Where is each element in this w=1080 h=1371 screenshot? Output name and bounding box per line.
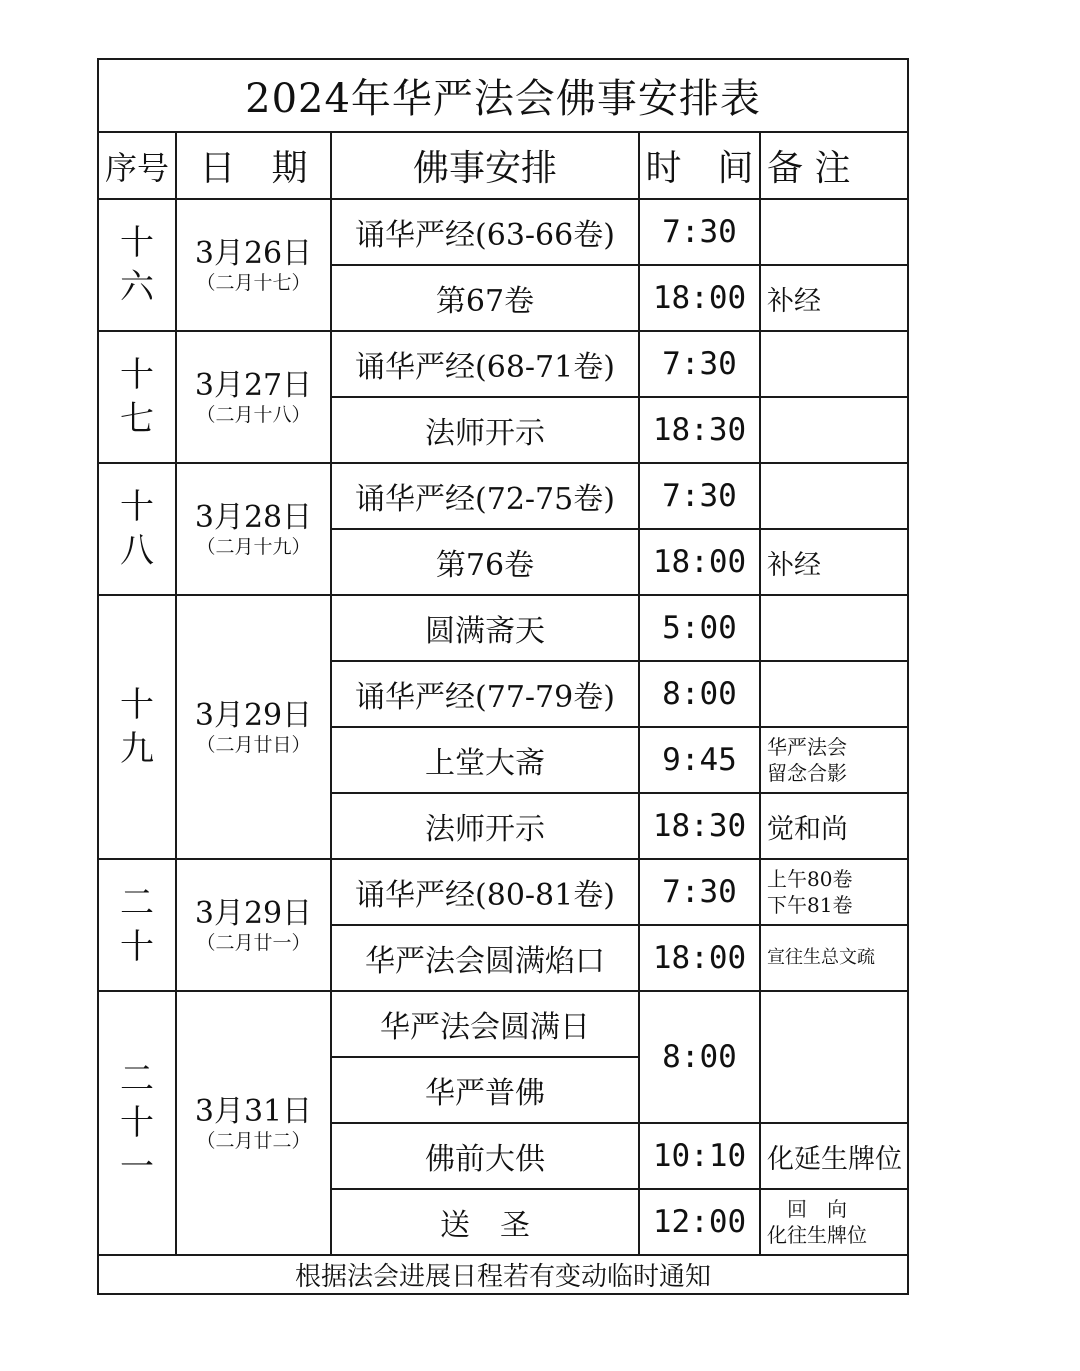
note-cell — [760, 595, 908, 661]
time-cell: 12:00 — [639, 1189, 760, 1255]
date-lunar: （二月十八） — [196, 404, 311, 426]
table-row — [98, 859, 908, 925]
seq-label: 十八 — [120, 487, 154, 571]
header-date: 日 期 — [176, 132, 331, 199]
event-cell: 圆满斋天 — [331, 595, 639, 661]
note-cell — [760, 991, 908, 1123]
time-cell: 8:00 — [639, 661, 760, 727]
seq-label: 二十 — [120, 883, 154, 967]
seq-label: 二十一 — [120, 1059, 154, 1187]
date-lunar: （二月廿二） — [196, 1130, 311, 1152]
note-cell — [760, 463, 908, 529]
time-cell: 18:30 — [639, 793, 760, 859]
date-cell — [176, 859, 331, 991]
event-cell: 法师开示 — [331, 397, 639, 463]
date-gregorian: 3月26日 — [194, 236, 313, 271]
table-title: 2024年华严法会佛事安排表 — [98, 59, 908, 132]
table-row — [98, 595, 908, 661]
date-gregorian: 3月31日 — [194, 1094, 313, 1129]
seq-label: 十九 — [120, 685, 154, 769]
date-cell — [176, 991, 331, 1255]
time-cell: 7:30 — [639, 331, 760, 397]
note-cell — [760, 331, 908, 397]
time-cell: 7:30 — [639, 859, 760, 925]
note-cell — [760, 661, 908, 727]
time-cell: 8:00 — [639, 991, 760, 1123]
seq-cell — [98, 991, 176, 1255]
note-cell — [760, 397, 908, 463]
table-row — [98, 331, 908, 397]
event-cell: 华严法会圆满焰口 — [331, 925, 639, 991]
note-cell — [760, 727, 908, 793]
time-cell: 18:30 — [639, 397, 760, 463]
event-cell: 法师开示 — [331, 793, 639, 859]
note-cell: 补经 — [760, 529, 908, 595]
footer-row — [98, 1255, 908, 1294]
event-cell: 诵华严经(77-79卷) — [331, 661, 639, 727]
time-cell: 18:00 — [639, 529, 760, 595]
event-cell: 第67卷 — [331, 265, 639, 331]
date-gregorian: 3月29日 — [194, 896, 313, 931]
time-cell: 18:00 — [639, 925, 760, 991]
table-row — [98, 463, 908, 529]
date-lunar: （二月廿日） — [196, 734, 311, 756]
note-cell: 觉和尚 — [760, 793, 908, 859]
note-cell — [760, 1189, 908, 1255]
note-cell — [760, 859, 908, 925]
note-line: 留念合影 — [767, 761, 847, 785]
event-cell: 华严法会圆满日 — [331, 991, 639, 1057]
event-cell: 上堂大斋 — [331, 727, 639, 793]
seq-cell — [98, 859, 176, 991]
time-cell: 5:00 — [639, 595, 760, 661]
time-cell: 9:45 — [639, 727, 760, 793]
note-line: 化往生牌位 — [767, 1223, 867, 1247]
event-cell: 佛前大供 — [331, 1123, 639, 1189]
note-cell: 化延生牌位 — [760, 1123, 908, 1189]
note-line: 华严法会 — [767, 735, 847, 759]
note-cell: 补经 — [760, 265, 908, 331]
note-cell — [760, 199, 908, 265]
date-lunar: （二月廿一） — [196, 932, 311, 954]
date-gregorian: 3月28日 — [194, 500, 313, 535]
schedule-table — [97, 58, 909, 1295]
event-cell: 诵华严经(68-71卷) — [331, 331, 639, 397]
seq-label: 十六 — [120, 223, 154, 307]
event-cell: 诵华严经(63-66卷) — [331, 199, 639, 265]
event-cell: 第76卷 — [331, 529, 639, 595]
date-lunar: （二月十九） — [196, 536, 311, 558]
note-line: 回 向 — [767, 1197, 847, 1221]
date-gregorian: 3月29日 — [194, 698, 313, 733]
note-line: 下午81卷 — [767, 893, 853, 917]
footer-note: 根据法会进展日程若有变动临时通知 — [98, 1255, 908, 1294]
event-cell: 华严普佛 — [331, 1057, 639, 1123]
time-cell: 10:10 — [639, 1123, 760, 1189]
seq-cell — [98, 463, 176, 595]
time-cell: 18:00 — [639, 265, 760, 331]
date-cell — [176, 331, 331, 463]
header-event: 佛事安排 — [331, 132, 639, 199]
seq-cell — [98, 595, 176, 859]
header-seq: 序号 — [98, 132, 176, 199]
header-row — [98, 132, 908, 199]
seq-cell — [98, 331, 176, 463]
event-cell: 诵华严经(80-81卷) — [331, 859, 639, 925]
header-note: 备 注 — [760, 132, 908, 199]
header-time: 时 间 — [639, 132, 760, 199]
date-cell — [176, 595, 331, 859]
date-cell — [176, 199, 331, 331]
time-cell: 7:30 — [639, 199, 760, 265]
event-cell: 诵华严经(72-75卷) — [331, 463, 639, 529]
table-row — [98, 991, 908, 1057]
date-gregorian: 3月27日 — [194, 368, 313, 403]
seq-cell — [98, 199, 176, 331]
date-lunar: （二月十七） — [196, 272, 311, 294]
table-row — [98, 199, 908, 265]
event-cell: 送 圣 — [331, 1189, 639, 1255]
note-cell: 宣往生总文疏 — [760, 925, 908, 991]
time-cell: 7:30 — [639, 463, 760, 529]
date-cell — [176, 463, 331, 595]
note-line: 上午80卷 — [767, 867, 853, 891]
seq-label: 十七 — [120, 355, 154, 439]
